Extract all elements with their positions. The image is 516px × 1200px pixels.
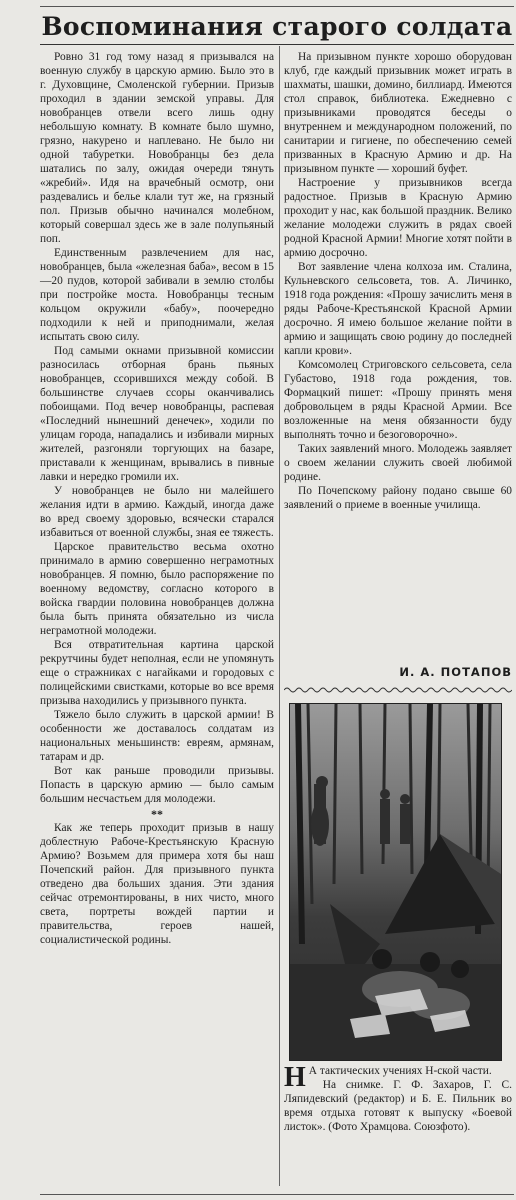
article-column-left	[40, 50, 274, 947]
paragraph: Царское правительство весьма охотно принимало в армию совершенно неграмотных новобранцев. Я помню, было распоряжение по военному ведомству, согласно которого в войска гвардии половина новобранцев должна была быть принята обязательно из числа неграмотной молодежи.	[40, 541, 274, 637]
paragraph: На призывном пункте хорошо оборудован клуб, где каждый призывник может играть в шахматы, шашки, домино, биллиард. Имеются стол справок, библиотека. Ежедневно с призывниками проводятся беседы о внутреннем и международном положений, по санитарии и гигиене, по обеспечению семей призванных в Красную Армию и др. На призывном пункте — хороший буфет.	[284, 51, 512, 175]
paragraph: Тяжело было служить в царской армии! В особенности же доставалось солдатам из национальных меньшинств: евреям, армянам, татарам и др.	[40, 709, 274, 763]
paragraph: Вот заявление члена колхоза им. Сталина, Кульневского сельсовета, тов. А. Личинко, 1918 года рождения: «Прошу зачислить меня в ряды Рабоче-Крестьянской Красной Армии досрочно. Я имею большое желание пойти в армию и защищать свою родину до последней капли крови».	[284, 261, 512, 357]
caption-text: На снимке. Г. Ф. Захаров, Г. С. Ляпидевский (редактор) и Б. Е. Пильник во время отдыха готовят к выпуску «Боевой листок». (Фото Храмцова. Союзфото).	[284, 1079, 512, 1133]
caption-dropcap: Н	[284, 1062, 306, 1093]
paragraph: У новобранцев не было ни малейшего желания идти в армию. Каждый, иногда даже во вред своему здоровью, всячески старался избавиться от военной службы, зная ее тяжесть.	[40, 485, 274, 539]
article-column-right	[284, 50, 512, 512]
paragraph: Вот как раньше проводили призывы. Попасть в царскую армию — было самым большим несчастьем для молодежи.	[40, 765, 274, 805]
paragraph: Таких заявлений много. Молодежь заявляет о своем желании служить своей любимой родине.	[284, 443, 512, 483]
paragraph: Настроение у призывников всегда радостное. Призыв в Красную Армию проходит у нас, как большой праздник. Велико желание молодежи служить в рядах своей родной Красной Армии! Многие хотят пойти в армию досрочно.	[284, 177, 512, 259]
article-title: Воспоминания старого солдата	[41, 12, 513, 41]
paragraph: Вся отвратительная картина царской рекрутчины будет неполная, если не упомянуть еще о стражниках с нагайками и городовых с полицейскими свистками, которые во все время призыва находились у призывного пункта.	[40, 639, 274, 707]
author-signature: И. А. ПОТАПОВ	[399, 665, 512, 679]
news-photo	[289, 703, 502, 1061]
photo-caption	[284, 1064, 512, 1134]
forest-camp-photo	[290, 704, 501, 1060]
paragraph: По Почепскому району подано свыше 60 заявлений о приеме в военные училища.	[284, 485, 512, 511]
top-rule	[40, 6, 514, 7]
column-rule	[279, 46, 280, 1186]
paragraph: Под самыми окнами призывной комиссии разносилась отборная брань пьяных новобранцев, ссорившихся между собой. В большинстве случаев ссоры оканчивались побоищами. Под вечер новобранцы, распевая «Последний нынешний денечек», ходили по улицам города, нападались и избивали мирных жителей, разгоняли торгующих на базаре, приставали к женщинам, врывались в пивные лавки и нередко громили их.	[40, 345, 274, 483]
title-rule	[40, 44, 514, 45]
wavy-divider	[284, 686, 512, 694]
bottom-rule	[40, 1194, 514, 1195]
paragraph: Единственным развлечением для нас, новобранцев, была «железная баба», весом в 15—20 пудов, которой забивали в землю столбы при постройке моста. Новобранцы тесным кольцом окружили «бабу», поочередно подходили к ней и приподнимали, желая испытать свою силу.	[40, 247, 274, 343]
section-separator-stars: **	[151, 807, 163, 821]
caption-heading: А тактических учениях Н-ской части.	[308, 1065, 492, 1077]
paragraph: Как же теперь проходит призыв в нашу доблестную Рабоче-Крестьянскую Красную Армию? Возьмем для примера хотя бы наш Почепский район. Для призывного пункта отведено два больших здания. Эти здания сейчас отремонтированы, в них чисто, много света, портреты вождей партии и правительства, героев нашей, социалистической родины.	[40, 822, 274, 946]
paragraph: Комсомолец Стриговского сельсовета, села Губастово, 1918 года рождения, тов. Формацкий пишет: «Прошу принять меня добровольцем в ряды Красной Армии. Все возложенные на меня обязанности буду выполнять точно и безоговорочно».	[284, 359, 512, 441]
paragraph: Ровно 31 год тому назад я призывался на военную службу в царскую армию. Было это в г. Духовщине, Смоленской губернии. Призыв проходил в здании земской управы. Для новобранцев отвели всего лишь одну небольшую комнату. В комнате было шумно, грязно, накурено и наплевано. Не было ни одной табуретки. Новобранцы без дела шатались по залу, ожидая очереди тянуть «жребий». Идя на врачебный осмотр, они раздевались и белье клали тут же, на грязный пол. Призыв обычно начинался молебном, который совершал здесь же в зале полупьяный поп.	[40, 51, 274, 245]
